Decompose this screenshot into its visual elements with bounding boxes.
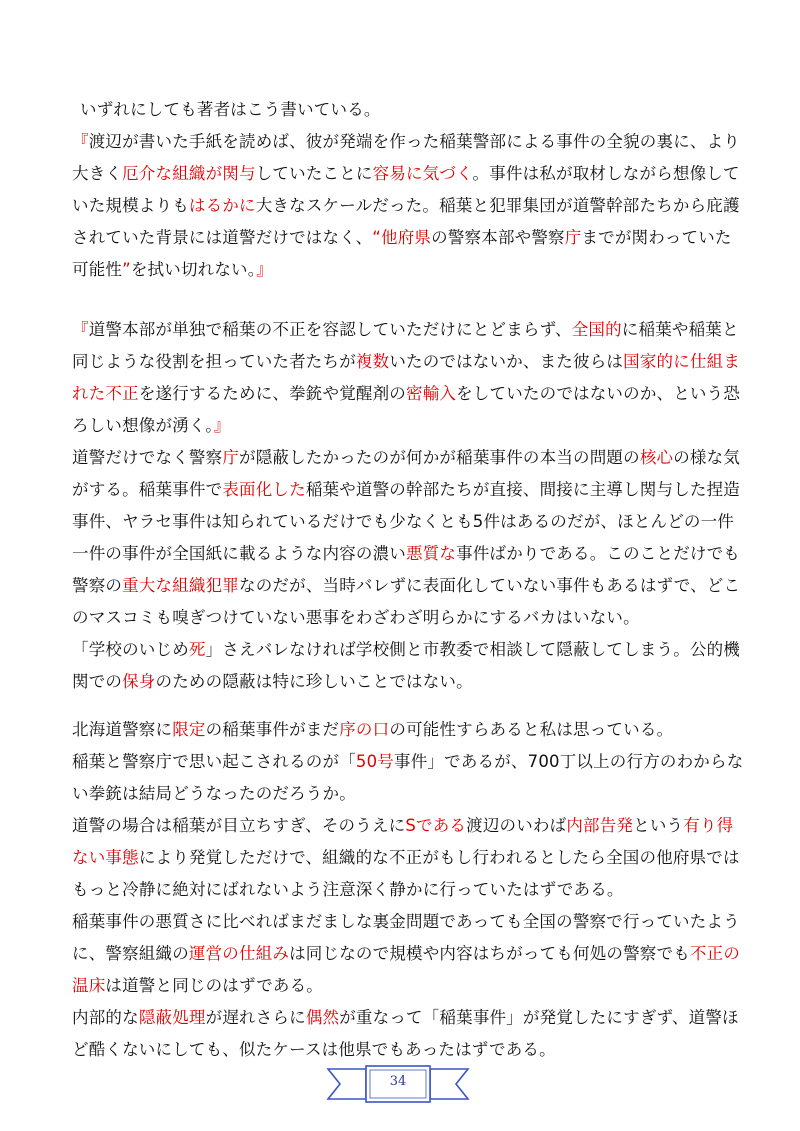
text-span: により発覚しただけで、組織的な不正がもし行われるとしたら全国の他府県では bbox=[138, 848, 740, 867]
text-line bbox=[72, 782, 356, 806]
highlighted-text: 内部告発 bbox=[566, 816, 634, 835]
text-span: 大きく bbox=[72, 164, 123, 183]
text-line bbox=[72, 162, 740, 186]
text-span: を拭い切れない。 bbox=[130, 260, 257, 279]
highlighted-text: 50号 bbox=[355, 752, 395, 771]
text-line bbox=[72, 478, 740, 502]
highlighted-text: はるかに bbox=[188, 196, 256, 215]
text-span: いたのではないか、また彼らは bbox=[389, 352, 624, 371]
highlighted-text: 重大な組織犯罪 bbox=[122, 576, 240, 595]
text-span: なのだが、当時バレずに表面化していない事件もあるはずで、どこ bbox=[239, 576, 741, 595]
text-line bbox=[72, 638, 740, 662]
page-number: 34 bbox=[389, 1074, 407, 1089]
text-line bbox=[72, 446, 740, 470]
text-span: 警察の bbox=[72, 576, 123, 595]
text-line bbox=[72, 318, 739, 342]
text-span: 道警本部が単独で稲葉の不正を容認していただけにとどまらず、 bbox=[88, 320, 572, 339]
text-span: の警察本部や警察 bbox=[431, 228, 565, 247]
highlighted-text: 保身 bbox=[122, 672, 156, 691]
text-line bbox=[72, 974, 323, 998]
highlighted-text: 有り得 bbox=[683, 816, 734, 835]
highlighted-text: ” bbox=[122, 260, 131, 279]
text-span: 」さえバレなければ学校側と市教委で相談して隠蔽してしまう。公的機 bbox=[205, 640, 741, 659]
text-span: 稲葉や道警の幹部たちが直接、間接に主導し関与した捏造 bbox=[305, 480, 741, 499]
text-span: は同じなので規模や内容はちがっても何処の警察でも bbox=[289, 944, 690, 963]
text-span: に、警察組織の bbox=[72, 944, 189, 963]
text-line bbox=[72, 510, 734, 534]
text-line bbox=[72, 910, 740, 934]
highlighted-text: ない事態 bbox=[72, 848, 139, 867]
highlighted-text: 複数 bbox=[355, 352, 390, 371]
highlighted-text: 偶然 bbox=[305, 1008, 340, 1027]
text-line bbox=[72, 718, 673, 742]
text-span: ど酷くないにしても、似たケースは他県でもあったはずである。 bbox=[72, 1040, 556, 1059]
text-span: は道警と同じのはずである。 bbox=[105, 976, 324, 995]
text-line bbox=[72, 258, 273, 282]
text-span: 事件」であるが、700丁以上の行方のわからな bbox=[394, 752, 744, 771]
text-span: 道警の場合は稲葉が目立ちすぎ、そのうえに bbox=[72, 816, 406, 835]
highlighted-text: 核心 bbox=[639, 448, 674, 467]
text-span: 渡辺が書いた手紙を読めば、彼が発端を作った稲葉警部による事件の全貌の裏に、より bbox=[88, 132, 741, 151]
text-span: 稲葉事件の悪質さに比べればまだましな裏金問題であっても全国の警察で行っていたよう bbox=[72, 912, 740, 931]
highlighted-text: 表面化した bbox=[222, 480, 306, 499]
text-span: 一件の事件が全国紙に載るような内容の濃い bbox=[72, 544, 406, 563]
highlighted-text: れた不正 bbox=[72, 384, 139, 403]
text-line bbox=[72, 194, 740, 218]
highlighted-text: 温床 bbox=[72, 976, 106, 995]
text-span: が重なって「稲葉事件」が発覚したにすぎず、道警ほ bbox=[339, 1008, 739, 1027]
text-span: ろしい想像が湧く。 bbox=[72, 416, 214, 435]
text-line bbox=[80, 98, 381, 122]
text-line bbox=[72, 670, 473, 694]
text-line bbox=[72, 130, 740, 154]
text-span: 。事件は私が取材しながら想像して bbox=[472, 164, 740, 183]
highlighted-text: 全国的 bbox=[571, 320, 622, 339]
text-span: 事件ばかりである。このことだけでも bbox=[456, 544, 741, 563]
text-span: が遅れさらに bbox=[205, 1008, 306, 1027]
text-span: されていた背景には道警だけではなく、 bbox=[72, 228, 373, 247]
text-span: 稲葉と警察庁で思い起こされるのが「 bbox=[72, 752, 356, 771]
text-span: に稲葉や稲葉と bbox=[621, 320, 739, 339]
text-span: 内部的な bbox=[72, 1008, 139, 1027]
text-span: い拳銃は結局どうなったのだろうか。 bbox=[72, 784, 356, 803]
highlighted-text: 死 bbox=[188, 640, 206, 659]
text-line bbox=[72, 750, 743, 774]
text-line bbox=[72, 382, 740, 406]
text-span: いた規模よりも bbox=[72, 196, 189, 215]
highlighted-text: 『 bbox=[72, 320, 89, 339]
highlighted-text: 』 bbox=[256, 260, 273, 279]
text-span: 道警だけでなく警察 bbox=[72, 448, 223, 467]
text-line bbox=[72, 574, 740, 598]
text-span: の可能性すらあると私は思っている。 bbox=[389, 720, 674, 739]
highlighted-text: 厄介な組織が関与 bbox=[122, 164, 256, 183]
highlighted-text: 』 bbox=[213, 416, 231, 435]
text-line bbox=[72, 942, 740, 966]
highlighted-text: 限定 bbox=[172, 720, 206, 739]
text-span: をしていたのではないのか、という恐 bbox=[456, 384, 741, 403]
text-span: もっと冷静に絶対にばれないよう注意深く静かに行っていたはずである。 bbox=[72, 880, 624, 899]
text-span: 北海道警察に bbox=[72, 720, 173, 739]
text-line bbox=[72, 542, 740, 566]
text-line bbox=[72, 846, 740, 870]
text-line bbox=[72, 226, 732, 250]
highlighted-text: Sである bbox=[405, 816, 467, 835]
text-span: 「学校のいじめ bbox=[72, 640, 189, 659]
text-line bbox=[72, 350, 740, 374]
text-span: のための隠蔽は特に珍しいことではない。 bbox=[155, 672, 473, 691]
highlighted-text: 庁 bbox=[222, 448, 240, 467]
highlighted-text: 密輸入 bbox=[406, 384, 457, 403]
text-span: がする。稲葉事件で bbox=[72, 480, 223, 499]
highlighted-text: 庁 bbox=[564, 228, 582, 247]
text-span: 関での bbox=[72, 672, 123, 691]
highlighted-text: 国家的に仕組ま bbox=[623, 352, 741, 371]
text-span: を遂行するために、拳銃や覚醒剤の bbox=[138, 384, 407, 403]
text-span: 大きなスケールだった。稲葉と犯罪集団が道警幹部たちから庇護 bbox=[255, 196, 740, 215]
text-line bbox=[72, 814, 733, 838]
text-span: までが関わっていた bbox=[581, 228, 732, 247]
text-span: いずれにしても著者はこう書いている。 bbox=[80, 100, 381, 119]
text-span: の稲葉事件がまだ bbox=[205, 720, 340, 739]
text-span: 渡辺のいわば bbox=[466, 816, 567, 835]
text-line bbox=[72, 606, 640, 630]
text-span: という bbox=[633, 816, 684, 835]
highlighted-text: 不正の bbox=[689, 944, 741, 963]
text-line bbox=[72, 878, 624, 902]
highlighted-text: 容易に気づく bbox=[372, 164, 473, 183]
text-span: の様な気 bbox=[673, 448, 741, 467]
highlighted-text: 悪質な bbox=[406, 544, 457, 563]
text-span: のマスコミも嗅ぎつけていない悪事をわざわざ明らかにするバカはいない。 bbox=[72, 608, 640, 627]
text-line bbox=[72, 1006, 739, 1030]
highlighted-text: 序の口 bbox=[339, 720, 390, 739]
text-line bbox=[72, 414, 230, 438]
highlighted-text: “他府県 bbox=[372, 228, 432, 247]
text-span: 事件、ヤラセ事件は知られているだけでも少なくとも5件はあるのだが、ほとんどの一件 bbox=[72, 512, 734, 531]
highlighted-text: 運営の仕組み bbox=[188, 944, 290, 963]
text-span: が隠蔽したかったのが何かが稲葉事件の本当の問題の bbox=[239, 448, 640, 467]
highlighted-text: 隠蔽処理 bbox=[138, 1008, 206, 1027]
text-span: 可能性 bbox=[72, 260, 123, 279]
text-line bbox=[72, 1038, 556, 1062]
highlighted-text: 『 bbox=[72, 132, 89, 151]
text-span: 同じような役割を担っていた者たちが bbox=[72, 352, 356, 371]
text-span: していたことに bbox=[255, 164, 373, 183]
